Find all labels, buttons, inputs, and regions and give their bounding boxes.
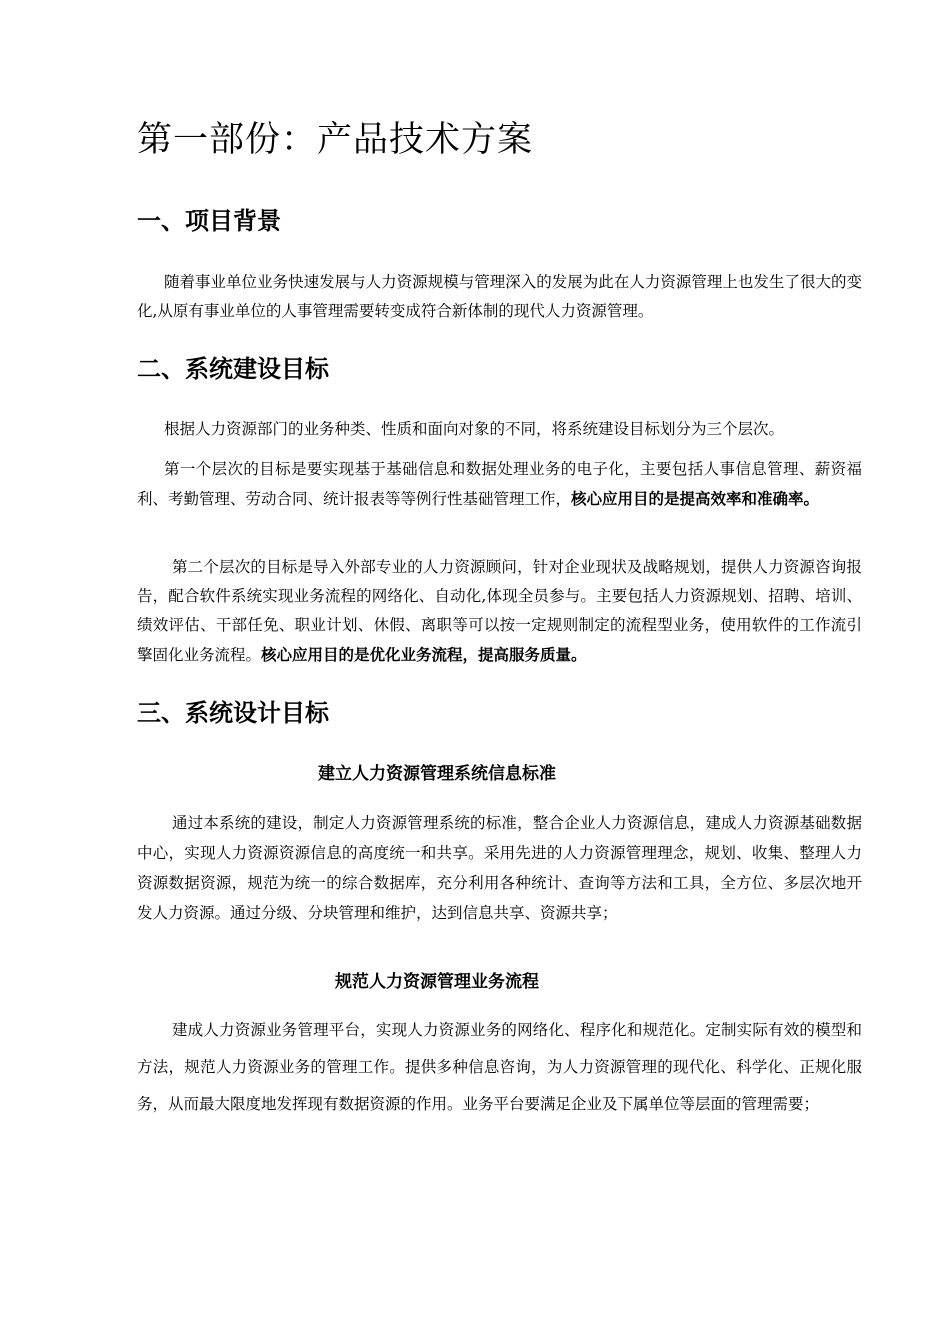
second-level-goal-paragraph	[137, 553, 862, 670]
second-level-goal-emphasis: 核心应用目的是优化业务流程，提高服务质量。	[261, 645, 587, 664]
second-level-goal-text: 第二个层次的目标是导入外部专业的人力资源顾问，针对企业现状及战略规划，提供人力资源咨询报告，配合软件系统实现业务流程的网络化、自动化,体现全员参与。主要包括人力资源规划、招聘、培训、绩效评估、干部任免、职业计划、休假、离职等可以按一定规则制定的流程型业务，使用软件的工作流引擎固化业务流程。	[137, 558, 862, 664]
first-level-goal-paragraph	[137, 455, 862, 514]
page-title: 第一部份：产品技术方案	[137, 120, 534, 160]
construction-goals-intro: 根据人力资源部门的业务种类、性质和面向对象的不同，将系统建设目标划分为三个层次。	[164, 420, 785, 438]
background-paragraph: 随着事业单位业务快速发展与人力资源规模与管理深入的发展为此在人力资源管理上也发生了很大的变化,从原有事业单位的人事管理需要转变成符合新体制的现代人力资源管理。	[137, 273, 862, 320]
first-level-goal-text: 第一个层次的目标是要实现基于基础信息和数据处理业务的电子化，主要包括人事信息管理、薪资福利、考勤管理、劳动合同、统计报表等等例行性基础管理工作，	[137, 460, 862, 508]
information-standard-paragraph: 通过本系统的建设，制定人力资源管理系统的标准，整合企业人力资源信息，建成人力资源基础数据中心，实现人力资源资源信息的高度统一和共享。采用先进的人力资源管理理念，规划、收集、整理人力资源数据资源，规范为统一的综合数据库，充分利用各种统计、查询等方法和工具，全方位、多层次地开发人力资源。通过分级、分块管理和维护，达到信息共享、资源共享；	[137, 814, 862, 922]
subheading-information-standard: 建立人力资源管理系统信息标准	[318, 764, 556, 784]
subheading-business-process: 规范人力资源管理业务流程	[335, 972, 539, 992]
business-process-paragraph: 建成人力资源业务管理平台，实现人力资源业务的网络化、程序化和规范化。定制实际有效的模型和方法，规范人力资源业务的管理工作。提供多种信息咨询，为人力资源管理的现代化、科学化、正规化服务，从而最大限度地发挥现有数据资源的作用。业务平台要满足企业及下属单位等层面的管理需要；	[137, 1021, 862, 1113]
section-heading-construction-goals: 二、系统建设目标	[137, 355, 329, 383]
section-heading-background: 一、项目背景	[137, 207, 281, 235]
first-level-goal-emphasis: 核心应用目的是提高效率和准确率。	[571, 489, 820, 508]
section-heading-design-goals: 三、系统设计目标	[137, 699, 329, 727]
